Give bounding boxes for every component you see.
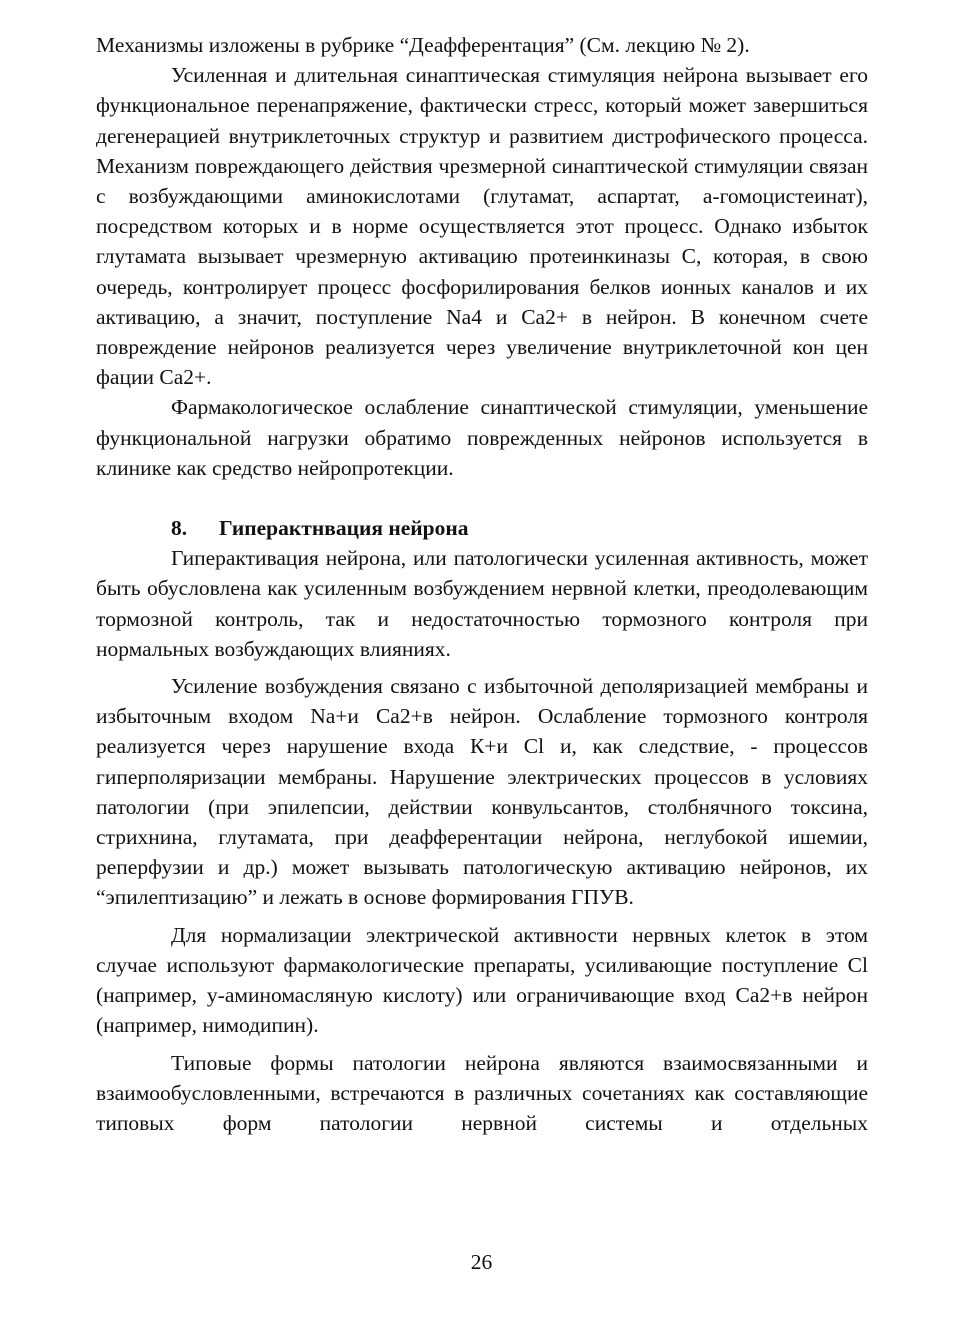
paragraph-gap: [96, 913, 868, 920]
paragraph-mechanisms-reference: Механизмы изложены в рубрике “Деафферентация” (См. лекцию № 2).: [96, 33, 750, 57]
paragraph-excitation-increase: Усиление возбуждения связано с избыточной деполяризацией мембраны и избыточным входом Na+и Ca2+в нейрон. Ослабление тормозного контроля реализуется через нарушение входа К+и Cl и, как следствие, - процессов гиперполяризации мембраны. Нарушение электрических процессов в условиях патологии (при эпилепсии, действии конвульсантов, столбнячного токсина, стрихнина, глутамата, при деафферентации нейрона, неглубокой ишемии, реперфузии и др.) может вызывать патологическую активацию нейронов, их “эпилептизацию” и лежать в основе формирования ГПУВ.: [96, 674, 868, 910]
section-title: Гиперактнвация нейрона: [219, 516, 469, 541]
paragraph-gap: [96, 1041, 868, 1048]
paragraph-synaptic-stimulation: Усиленная и длительная синаптическая стимуляция нейрона вызывает его функциональное перенапряжение, фактически стресс, который может завершиться дегенерацией внутриклеточных структур и развитием дистрофического процесса. Механизм повреждающего действия чрезмерной синаптической стимуляции связан с возбуждающими аминокислотами (глутамат, аспартат, а-гомоцистеинат), посредством которых и в норме осуществляется этот процесс. Однако избыток глутамата вызывает чрезмерную активацию протеинкиназы С, которая, в свою очередь, контролирует процесс фосфорилирования белков ионных каналов и их активацию, а значит, поступление Na4 и Ca2+ в нейрон. В конечном счете повреждение нейронов реализуется через увеличение внутриклеточной кон цен фации Ca2+.: [96, 63, 868, 390]
page-number: 26: [470, 1250, 493, 1274]
paragraph-neuroprotection: Фармакологическое ослабление синаптической стимуляции, уменьшение функциональной нагрузки обратимо поврежденных нейронов используется в клинике как средство нейропротекции.: [96, 395, 868, 480]
section-heading: [96, 513, 868, 543]
paragraph-typical-forms: Типовые формы патологии нейрона являются взаимосвязанными и взаимообусловленными, встречаются в различных сочетаниях как составляющие типовых форм патологии нервной системы и отдельных: [96, 1050, 868, 1135]
paragraph-hyperactivation-definition: Гиперактивация нейрона, или патологически усиленная активность, может быть обусловлена как усиленным возбуждением нервной клетки, преодолевающим тормозной контроль, так и недостаточностью тормозного контроля при нормальных возбуждающих влияниях.: [96, 546, 868, 661]
section-number: 8.: [171, 516, 188, 541]
paragraph-gap: [96, 664, 868, 671]
document-page: [96, 30, 868, 1138]
paragraph-normalization: Для нормализации электрической активности нервных клеток в этом случае используют фармакологические препараты, усиливающие поступление Cl (например, у-аминомасляную кислоту) или ограничивающие вход Ca2+в нейрон (например, нимодипин).: [96, 922, 868, 1038]
